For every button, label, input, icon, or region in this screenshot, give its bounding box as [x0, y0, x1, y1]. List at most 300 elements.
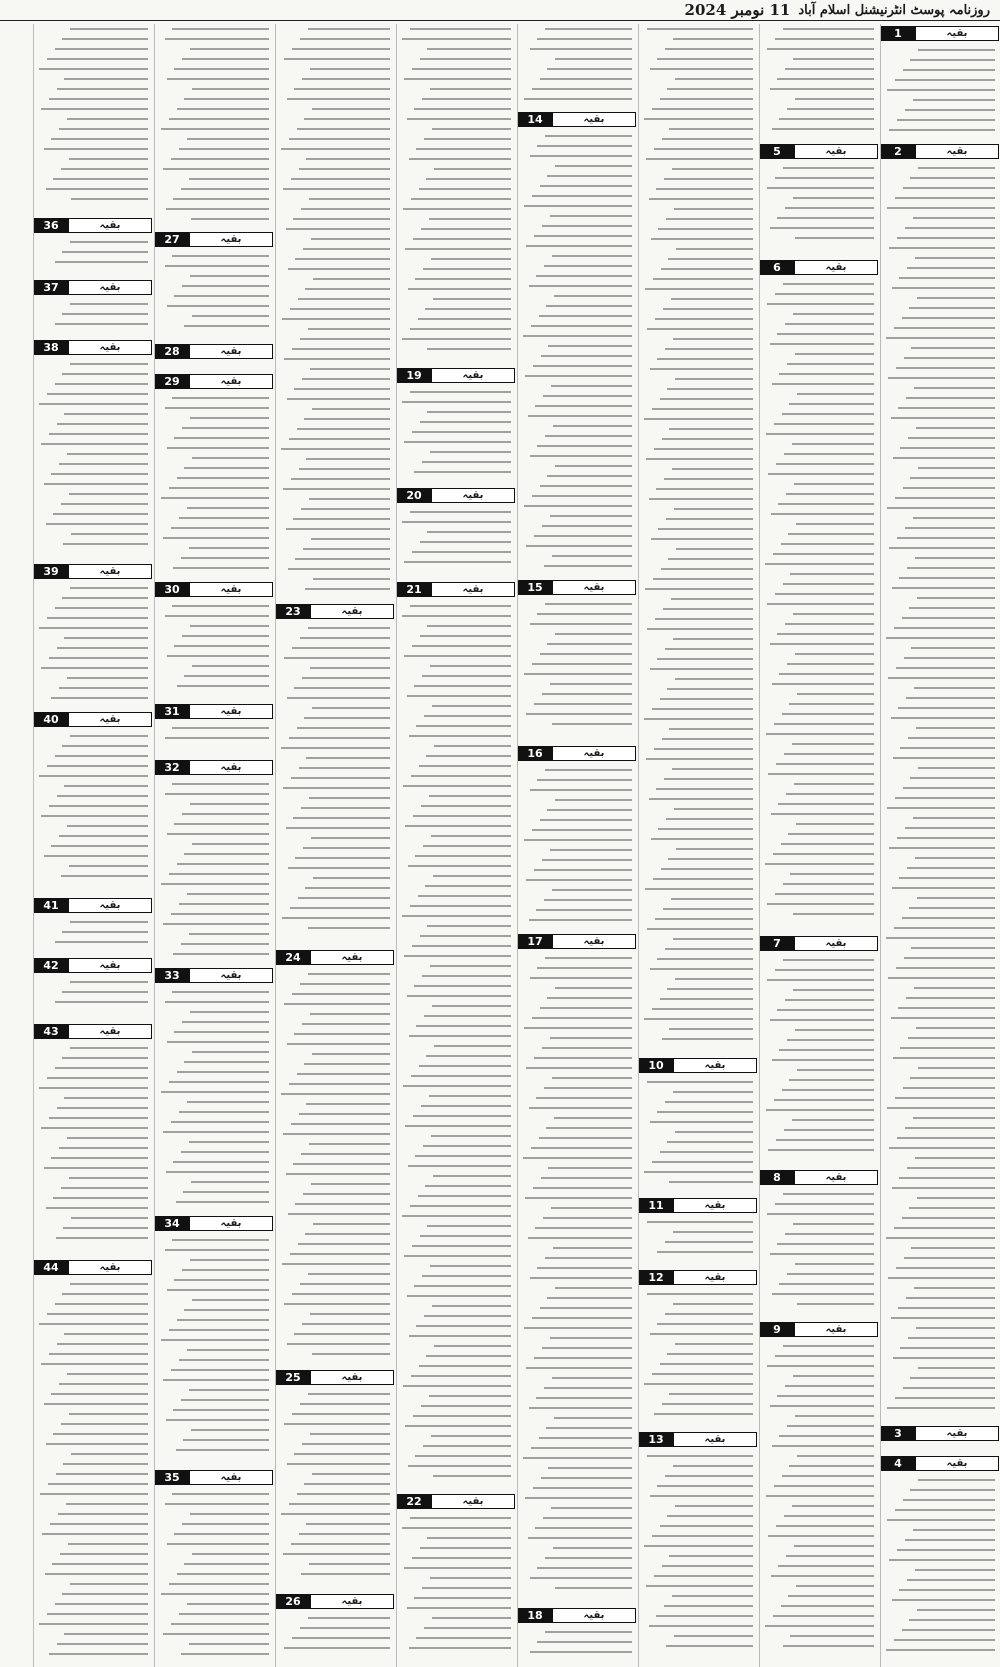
text-block — [885, 1479, 995, 1664]
text-line — [652, 1535, 753, 1537]
text-line — [310, 667, 390, 669]
text-line — [424, 1015, 511, 1017]
text-line — [161, 883, 269, 885]
text-line — [284, 58, 390, 60]
text-line — [431, 1135, 511, 1137]
text-line — [795, 653, 874, 655]
text-line — [62, 313, 148, 315]
text-line — [913, 217, 996, 219]
text-line — [281, 1093, 390, 1095]
text-line — [182, 58, 269, 60]
text-line — [774, 1099, 874, 1101]
text-line — [412, 645, 511, 647]
text-line — [674, 508, 753, 510]
text-line — [536, 909, 632, 911]
text-line — [407, 695, 512, 697]
text-line — [413, 238, 511, 240]
continuation-label: بقیہ — [68, 1260, 152, 1275]
text-block — [38, 303, 148, 336]
text-line — [414, 1597, 511, 1599]
text-line — [293, 518, 390, 520]
text-line — [47, 58, 148, 60]
text-line — [905, 827, 995, 829]
text-line — [894, 927, 995, 929]
text-line — [284, 1647, 390, 1649]
text-line — [672, 768, 753, 770]
text-line — [528, 1537, 633, 1539]
text-line — [910, 1077, 995, 1079]
text-line — [302, 677, 390, 679]
text-line — [176, 1449, 270, 1451]
text-block — [522, 135, 632, 576]
text-line — [187, 1101, 270, 1103]
continuation-label: بقیہ — [794, 1170, 878, 1185]
text-block — [643, 1221, 753, 1266]
text-line — [537, 779, 632, 781]
text-line — [163, 1379, 269, 1381]
text-line — [47, 617, 148, 619]
text-line — [889, 247, 995, 249]
text-line — [530, 1577, 632, 1579]
text-line — [51, 138, 148, 140]
text-line — [284, 657, 390, 659]
text-line — [545, 1257, 632, 1259]
text-line — [416, 1637, 511, 1639]
text-line — [909, 307, 995, 309]
text-line — [650, 1121, 753, 1123]
text-line — [71, 533, 148, 535]
text-block — [159, 255, 269, 340]
text-line — [405, 248, 511, 250]
text-line — [420, 421, 511, 423]
text-block — [764, 283, 874, 932]
text-line — [306, 158, 390, 160]
text-line — [792, 743, 875, 745]
masthead — [0, 0, 1000, 21]
text-line — [660, 998, 754, 1000]
text-line — [192, 1299, 269, 1301]
text-line — [899, 1589, 995, 1591]
continuation-box-11 — [639, 1198, 757, 1213]
text-line — [47, 1613, 148, 1615]
text-line — [409, 158, 511, 160]
text-line — [664, 1605, 753, 1607]
text-line — [404, 1567, 511, 1569]
text-line — [44, 1167, 149, 1169]
text-line — [408, 865, 511, 867]
text-line — [294, 1453, 390, 1455]
continuation-label: بقیہ — [189, 232, 273, 247]
text-line — [910, 177, 995, 179]
text-line — [427, 48, 511, 50]
text-line — [409, 735, 511, 737]
text-line — [64, 413, 148, 415]
text-line — [770, 1253, 875, 1255]
text-line — [915, 257, 995, 259]
text-line — [286, 528, 391, 530]
continuation-box-30 — [155, 582, 273, 597]
text-line — [530, 789, 632, 791]
text-line — [57, 423, 148, 425]
text-line — [647, 1455, 753, 1457]
text-line — [776, 1525, 874, 1527]
text-line — [62, 931, 148, 933]
text-line — [304, 717, 390, 719]
text-line — [795, 1263, 874, 1265]
text-line — [424, 715, 511, 717]
continuation-box-37 — [34, 280, 152, 295]
text-line — [190, 1513, 269, 1515]
text-line — [893, 757, 995, 759]
text-line — [402, 615, 511, 617]
continuation-box-34 — [155, 1216, 273, 1231]
continuation-label: بقیہ — [189, 582, 273, 597]
text-line — [889, 847, 995, 849]
continuation-label: بقیہ — [552, 746, 636, 761]
text-line — [779, 1049, 874, 1051]
continuation-number: 5 — [760, 144, 794, 159]
text-line — [301, 1153, 390, 1155]
text-line — [46, 1443, 148, 1445]
text-line — [775, 293, 874, 295]
text-line — [165, 1249, 270, 1251]
text-line — [889, 1147, 995, 1149]
text-line — [282, 1263, 390, 1265]
text-line — [69, 865, 148, 867]
text-line — [889, 1559, 995, 1561]
text-line — [655, 618, 753, 620]
text-line — [674, 808, 753, 810]
text-block — [643, 1455, 753, 1664]
text-line — [172, 1239, 269, 1241]
text-line — [774, 423, 874, 425]
text-line — [189, 178, 269, 180]
continuation-number: 17 — [518, 934, 552, 949]
text-line — [539, 1137, 633, 1139]
text-line — [655, 918, 753, 920]
text-line — [773, 853, 874, 855]
text-line — [310, 1013, 390, 1015]
text-block — [280, 1617, 390, 1664]
continuation-box-21 — [397, 582, 515, 597]
text-line — [44, 1403, 149, 1405]
text-line — [167, 78, 269, 80]
text-line — [432, 128, 511, 130]
text-line — [300, 983, 390, 985]
text-line — [552, 889, 632, 891]
text-line — [660, 398, 754, 400]
text-line — [895, 197, 995, 199]
text-line — [793, 197, 874, 199]
text-line — [403, 785, 511, 787]
text-line — [294, 1033, 390, 1035]
text-line — [47, 1077, 148, 1079]
text-line — [555, 799, 632, 801]
text-block — [401, 28, 511, 364]
text-line — [434, 1045, 511, 1047]
text-line — [657, 1323, 753, 1325]
text-line — [295, 1203, 390, 1205]
text-line — [534, 1057, 632, 1059]
continuation-box-22 — [397, 1494, 515, 1509]
text-line — [301, 807, 390, 809]
continuation-number: 14 — [518, 112, 552, 127]
text-line — [542, 1347, 632, 1349]
text-line — [774, 1485, 874, 1487]
column-1 — [880, 24, 999, 1667]
text-line — [62, 1293, 148, 1295]
text-line — [555, 465, 632, 467]
text-line — [772, 1059, 874, 1061]
text-line — [299, 168, 390, 170]
text-line — [292, 348, 390, 350]
text-line — [530, 1277, 632, 1279]
text-line — [542, 1047, 632, 1049]
text-line — [302, 1323, 390, 1325]
text-line — [301, 1573, 390, 1575]
text-line — [785, 1233, 874, 1235]
text-line — [187, 507, 270, 509]
text-line — [906, 1297, 995, 1299]
text-line — [56, 1473, 148, 1475]
text-line — [410, 511, 511, 513]
text-line — [676, 248, 753, 250]
continuation-box-17 — [518, 934, 636, 949]
text-line — [290, 907, 390, 909]
text-line — [172, 783, 269, 785]
text-line — [47, 1313, 148, 1315]
text-line — [552, 1377, 632, 1379]
text-line — [905, 227, 995, 229]
text-line — [645, 588, 753, 590]
continuation-box-10 — [639, 1058, 757, 1073]
text-line — [775, 1355, 874, 1357]
text-line — [429, 1395, 512, 1397]
text-line — [552, 723, 632, 725]
text-line — [897, 1549, 995, 1551]
text-line — [70, 1583, 148, 1585]
text-line — [67, 1373, 148, 1375]
text-line — [902, 617, 996, 619]
text-line — [530, 455, 632, 457]
text-block — [643, 28, 753, 1054]
text-line — [67, 677, 148, 679]
continuation-number: 40 — [34, 712, 68, 727]
text-line — [894, 1227, 995, 1229]
continuation-number: 32 — [155, 760, 189, 775]
text-line — [57, 88, 148, 90]
text-line — [292, 993, 390, 995]
text-line — [783, 959, 874, 961]
text-line — [917, 1197, 995, 1199]
text-line — [422, 98, 511, 100]
text-line — [899, 877, 995, 879]
text-line — [190, 275, 269, 277]
text-line — [541, 1477, 632, 1479]
text-block — [38, 363, 148, 560]
text-line — [532, 829, 632, 831]
text-line — [915, 1569, 995, 1571]
text-line — [70, 921, 148, 923]
text-line — [403, 1385, 511, 1387]
text-line — [59, 1383, 148, 1385]
text-line — [171, 527, 269, 529]
text-line — [418, 1195, 512, 1197]
text-line — [402, 38, 511, 40]
continuation-box-41 — [34, 898, 152, 913]
continuation-label: بقیہ — [310, 1594, 394, 1609]
text-block — [401, 391, 511, 484]
text-block — [159, 605, 269, 700]
text-line — [660, 1151, 754, 1153]
text-line — [662, 1403, 753, 1405]
text-line — [532, 1317, 632, 1319]
text-line — [174, 645, 269, 647]
text-line — [536, 1397, 632, 1399]
text-line — [915, 857, 995, 859]
text-line — [427, 925, 511, 927]
text-line — [529, 1107, 632, 1109]
text-block — [522, 603, 632, 742]
text-block — [885, 49, 995, 140]
text-line — [298, 298, 390, 300]
text-line — [913, 517, 996, 519]
text-line — [179, 517, 269, 519]
text-block — [643, 1081, 753, 1194]
text-line — [411, 1375, 511, 1377]
text-line — [420, 58, 511, 60]
text-line — [900, 1047, 995, 1049]
text-line — [785, 323, 874, 325]
text-line — [887, 89, 995, 91]
text-line — [184, 1563, 269, 1565]
text-line — [281, 148, 390, 150]
text-line — [555, 987, 632, 989]
text-line — [46, 188, 148, 190]
text-line — [767, 979, 874, 981]
text-block — [38, 921, 148, 954]
text-line — [773, 553, 874, 555]
text-line — [778, 1565, 874, 1567]
text-line — [657, 658, 753, 660]
text-line — [39, 1623, 148, 1625]
text-line — [909, 907, 995, 909]
text-line — [898, 1307, 995, 1309]
continuation-number: 37 — [34, 280, 68, 295]
text-line — [893, 1057, 995, 1059]
text-line — [793, 989, 874, 991]
text-line — [552, 555, 632, 557]
text-line — [184, 1061, 269, 1063]
text-line — [63, 543, 148, 545]
continuation-label: بقیہ — [189, 1216, 273, 1231]
text-line — [887, 507, 995, 509]
text-line — [303, 248, 390, 250]
text-line — [302, 1443, 390, 1445]
text-line — [908, 437, 995, 439]
text-line — [184, 853, 269, 855]
text-line — [660, 98, 754, 100]
text-line — [167, 655, 269, 657]
text-line — [419, 188, 511, 190]
text-line — [665, 948, 753, 950]
text-line — [543, 395, 632, 397]
text-line — [911, 1247, 995, 1249]
text-line — [785, 1385, 874, 1387]
text-line — [427, 348, 511, 350]
text-line — [909, 607, 995, 609]
text-line — [412, 1557, 511, 1559]
text-line — [67, 1137, 148, 1139]
text-line — [666, 1645, 753, 1647]
text-line — [540, 653, 632, 655]
continuation-label: بقیہ — [310, 950, 394, 965]
text-line — [654, 1575, 753, 1577]
text-line — [535, 1527, 632, 1529]
text-line — [532, 1017, 632, 1019]
text-line — [652, 1373, 753, 1375]
text-line — [46, 523, 148, 525]
text-line — [899, 277, 995, 279]
text-line — [190, 803, 269, 805]
text-block — [159, 397, 269, 578]
text-line — [182, 1021, 269, 1023]
text-line — [914, 1287, 995, 1289]
text-line — [779, 673, 874, 675]
text-line — [416, 725, 511, 727]
text-line — [55, 1603, 149, 1605]
continuation-number: 43 — [34, 1024, 68, 1039]
text-line — [667, 88, 753, 90]
text-line — [766, 733, 874, 735]
text-line — [796, 1585, 874, 1587]
continuation-box-39 — [34, 564, 152, 579]
text-line — [281, 448, 390, 450]
text-line — [288, 568, 390, 570]
text-line — [47, 765, 148, 767]
text-line — [906, 997, 995, 999]
text-line — [770, 643, 875, 645]
continuation-number: 36 — [34, 218, 68, 233]
text-line — [409, 1035, 511, 1037]
text-line — [70, 28, 148, 30]
text-line — [287, 1343, 390, 1345]
text-line — [304, 1483, 390, 1485]
text-line — [669, 428, 753, 430]
text-line — [658, 228, 753, 230]
continuation-box-38 — [34, 340, 152, 355]
text-line — [299, 767, 390, 769]
text-line — [171, 913, 269, 915]
text-line — [541, 1177, 632, 1179]
text-line — [667, 1141, 753, 1143]
text-line — [427, 625, 511, 627]
text-line — [410, 605, 511, 607]
text-line — [664, 778, 753, 780]
text-block — [159, 1239, 269, 1466]
continuation-box-25 — [276, 1370, 394, 1385]
text-line — [292, 647, 390, 649]
text-line — [402, 1527, 511, 1529]
text-line — [783, 1645, 874, 1647]
article-columns — [0, 24, 1000, 1667]
text-line — [421, 1405, 511, 1407]
text-line — [916, 727, 995, 729]
text-line — [49, 1117, 148, 1119]
text-line — [165, 1503, 270, 1505]
text-line — [414, 108, 511, 110]
text-line — [291, 1123, 390, 1125]
